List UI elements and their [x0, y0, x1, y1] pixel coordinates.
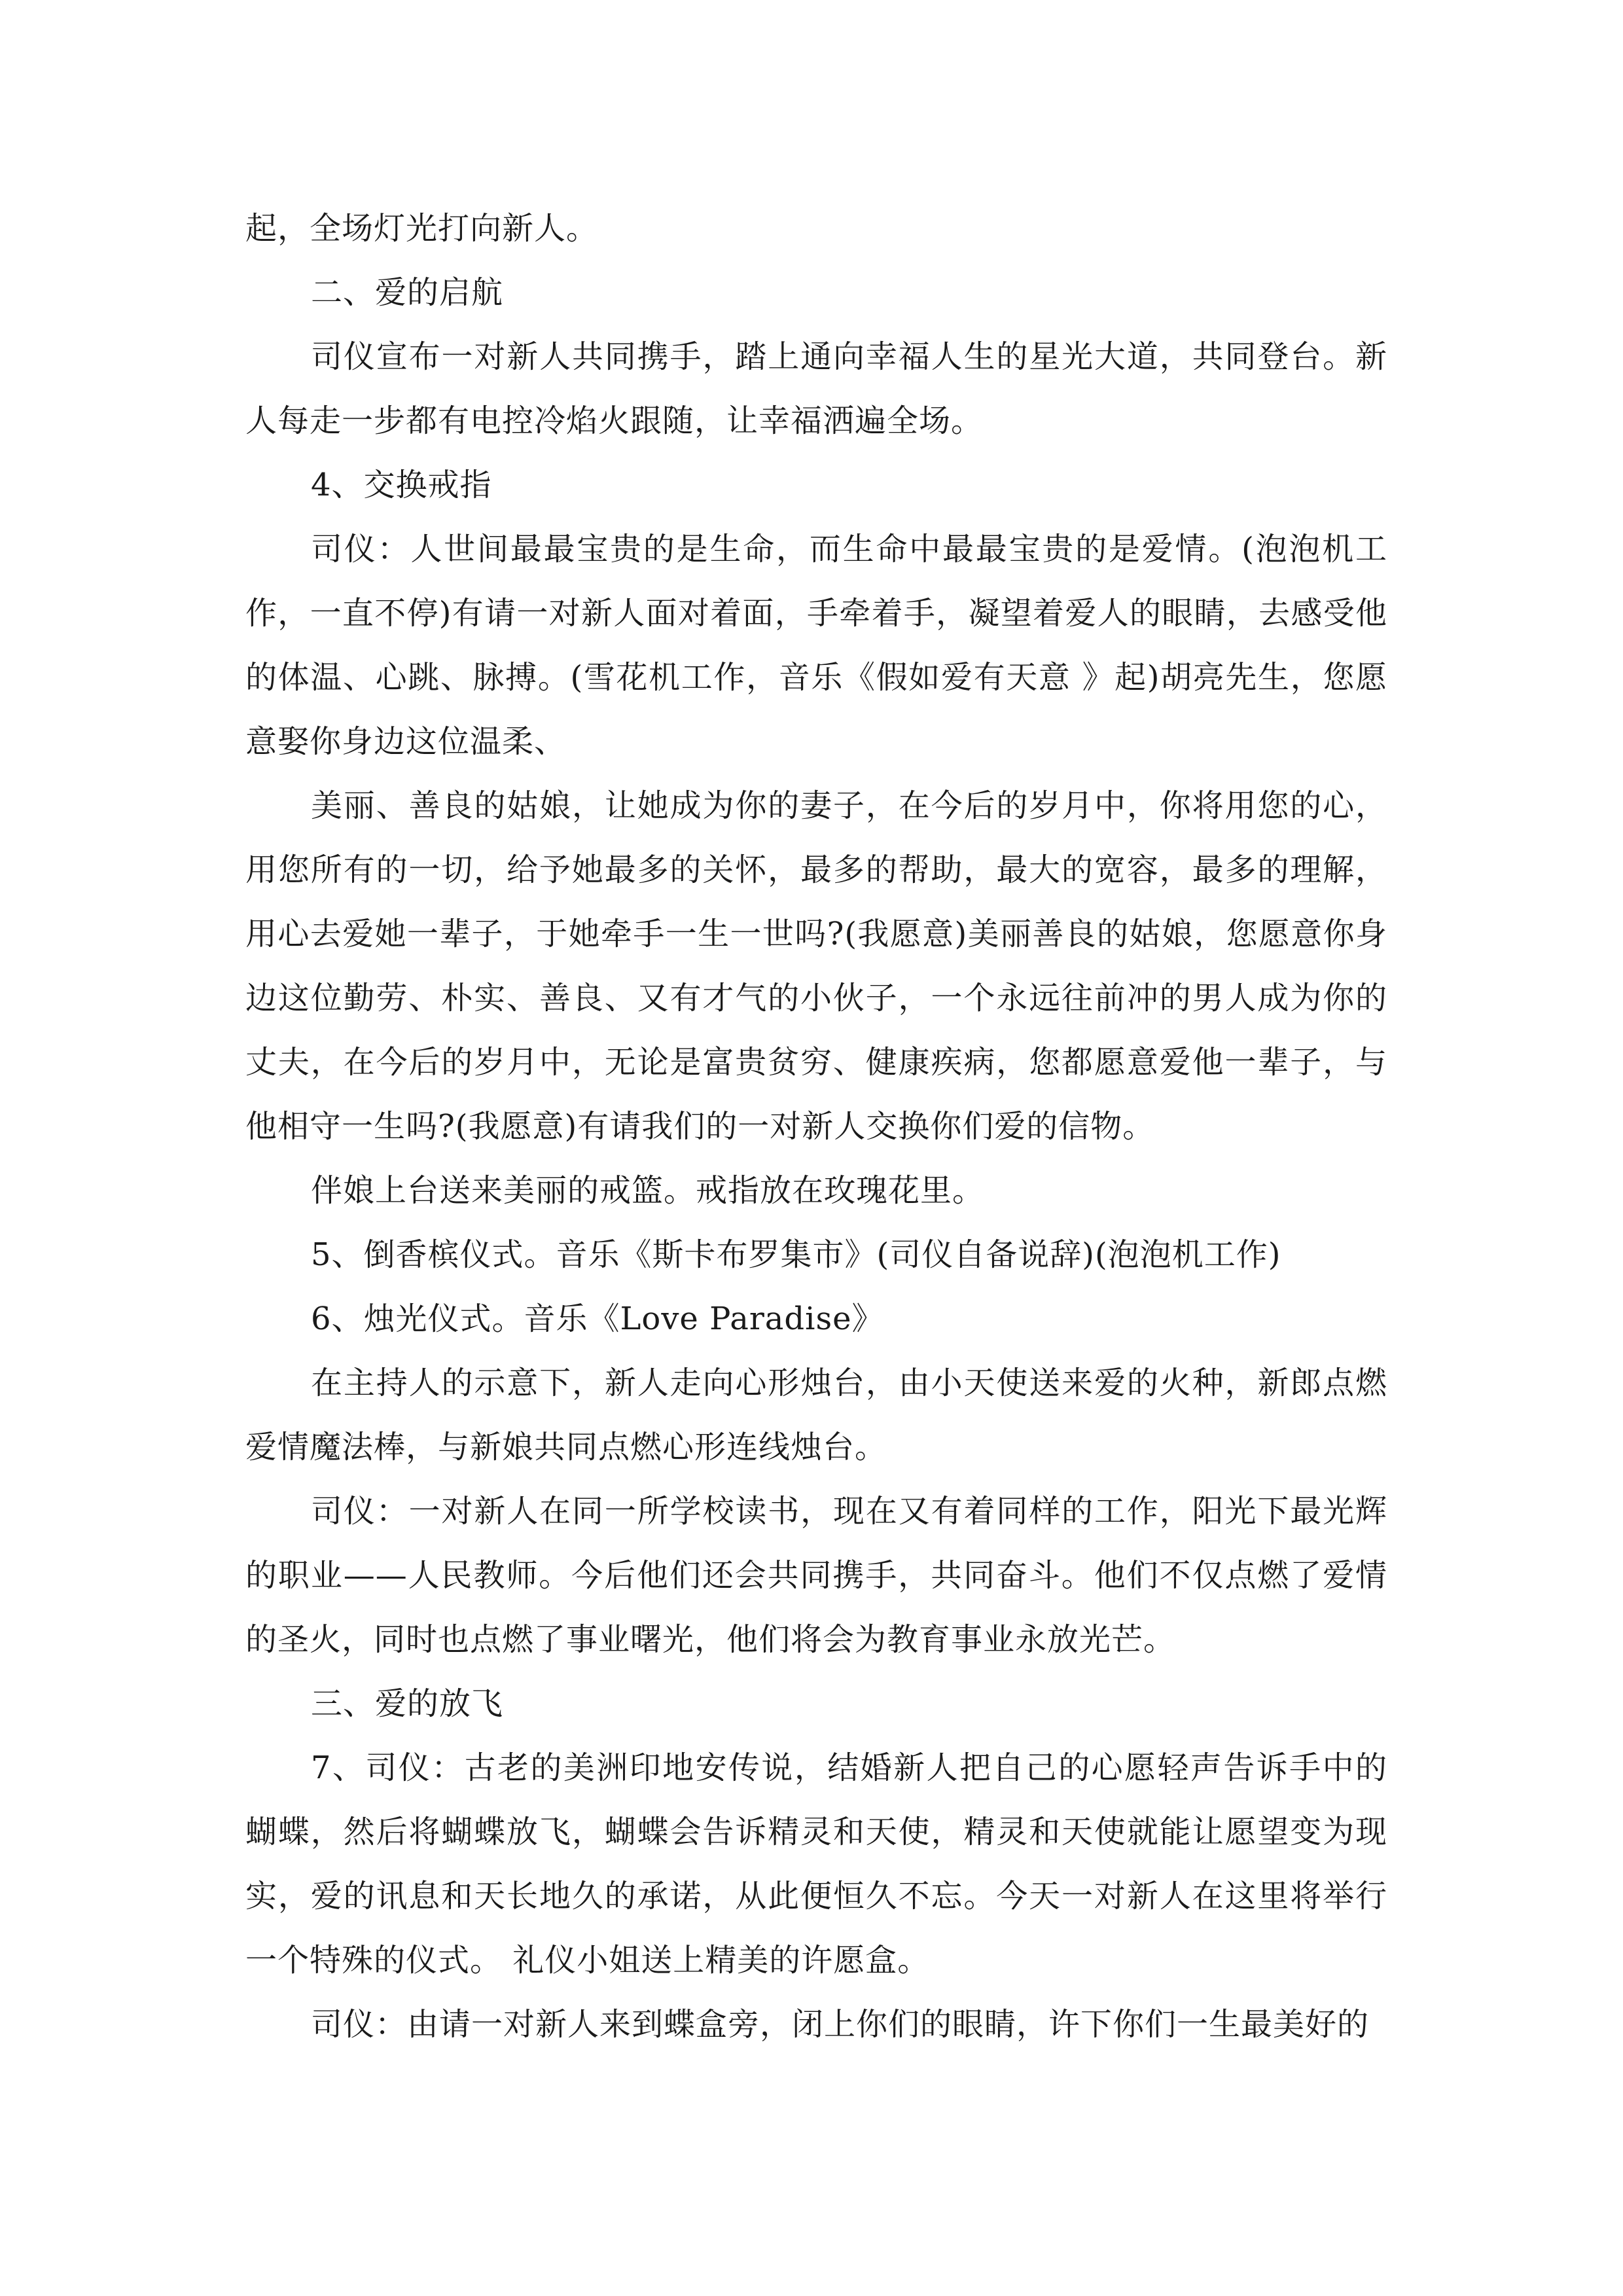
- section-heading-love-release: 三、爱的放飞: [311, 1685, 504, 1722]
- paragraph: 司仪宣布一对新人共同携手，踏上通向幸福人生的星光大道，共同登台。新人每走一步都有电控冷焰火跟随，让幸福洒遍全场。: [245, 338, 1387, 439]
- section-heading-love-sailing: 二、爱的启航: [311, 274, 504, 311]
- paragraph: 司仪：人世间最最宝贵的是生命，而生命中最最宝贵的是爱情。(泡泡机工作，一直不停)有请一对新人面对着面，手牵着手，凝望着爱人的眼睛，去感受他的体温、心跳、脉搏。(雪花机工作，音乐《假如爱有天意 》起)胡亮先生，您愿意娶你身边这位温柔、: [245, 531, 1387, 760]
- paragraph: 7、司仪：古老的美洲印地安传说，结婚新人把自己的心愿轻声告诉手中的蝴蝶，然后将蝴蝶放飞，蝴蝶会告诉精灵和天使，精灵和天使就能让愿望变为现实，爱的讯息和天长地久的承诺，从此便恒久不忘。今天一对新人在这里将举行一个特殊的仪式。 礼仪小姐送上精美的许愿盒。: [245, 1749, 1387, 1979]
- paragraph: 司仪：一对新人在同一所学校读书，现在又有着同样的工作，阳光下最光辉的职业——人民教师。今后他们还会共同携手，共同奋斗。他们不仅点燃了爱情的圣火，同时也点燃了事业曙光，他们将会为教育事业永放光芒。: [245, 1493, 1387, 1658]
- paragraph-continuation: 起，全场灯光打向新人。: [245, 210, 599, 247]
- paragraph: 司仪：由请一对新人来到蝶盒旁，闭上你们的眼睛，许下你们一生最美好的: [311, 2006, 1370, 2043]
- section-heading-exchange-rings: 4、交换戒指: [311, 467, 492, 503]
- paragraph: 美丽、善良的姑娘，让她成为你的妻子，在今后的岁月中，你将用您的心，用您所有的一切，给予她最多的关怀，最多的帮助，最大的宽容，最多的理解，用心去爱她一辈子，于她牵手一生一世吗?(我愿意)美丽善良的姑娘，您愿意你身边这位勤劳、朴实、善良、又有才气的小伙子，一个永远往前冲的男人成为你的丈夫，在今后的岁月中，无论是富贵贫穷、健康疾病，您都愿意爱他一辈子，与他相守一生吗?(我愿意)有请我们的一对新人交换你们爱的信物。: [245, 787, 1387, 1145]
- section-heading-candlelight: 6、烛光仪式。音乐《Love Paradise》: [311, 1300, 884, 1337]
- section-heading-champagne: 5、倒香槟仪式。音乐《斯卡布罗集市》(司仪自备说辞)(泡泡机工作): [311, 1236, 1281, 1273]
- paragraph: 伴娘上台送来美丽的戒篮。戒指放在玫瑰花里。: [311, 1172, 985, 1209]
- paragraph: 在主持人的示意下，新人走向心形烛台，由小天使送来爱的火种，新郎点燃爱情魔法棒，与新娘共同点燃心形连线烛台。: [245, 1365, 1387, 1465]
- document-body: [245, 196, 1387, 2056]
